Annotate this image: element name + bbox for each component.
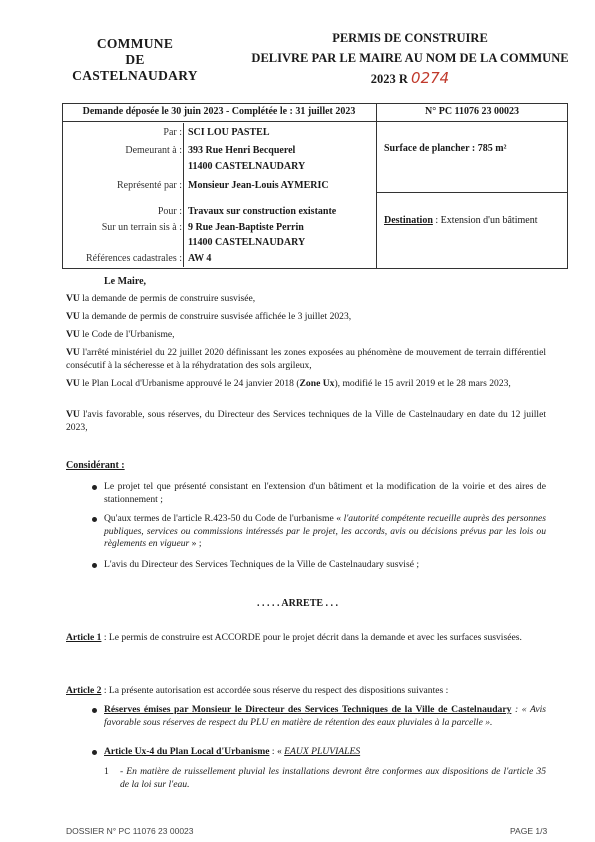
application-dates: Demande déposée le 30 juin 2023 - Complétée le : 31 juillet 2023 (82, 106, 356, 117)
considerant-heading: Considérant : (66, 460, 125, 471)
bullet-icon (92, 485, 97, 490)
commune-name (70, 36, 200, 84)
vu-paragraph-4: VU l'arrêté ministériel du 22 juillet 2020 définissant les zones exposées au phénomène de mouvement de terrain différentiel consécutif à la sécheresse et à la réhydratation des sols argileux, (66, 347, 546, 371)
applicant-address-line1: 393 Rue Henri Becquerel (188, 145, 296, 156)
applicant-name: SCI LOU PASTEL (188, 127, 270, 138)
land-label: Sur un terrain sis à : (101, 222, 182, 233)
vu-paragraph-1: VU la demande de permis de construire susvisée, (66, 293, 256, 304)
arrete-heading: . . . . . ARRETE . . . (256, 598, 339, 609)
destination-label: Destination (384, 215, 433, 226)
bullet-icon (92, 517, 97, 522)
purpose-value: Travaux sur construction existante (188, 206, 337, 217)
article-1: Article 1 : Le permis de construire est ACCORDE pour le projet décrit dans la demande et avec les surfaces susvisées. (66, 632, 522, 643)
cadastral-value: AW 4 (188, 253, 212, 264)
vu-paragraph-6: VU l'avis favorable, sous réserves, du Directeur des Services techniques de la Ville de Castelnaudary en date du 12 juillet 2023, (66, 409, 547, 433)
destination-value: : Extension d'un bâtiment (432, 215, 538, 226)
considerant-item-2: Qu'aux termes de l'article R.423-50 du Code de l'urbanisme « l'autorité compétente recueille auprès des personnes publiques, services ou commissions intéressés par le projet, les accords, avis ou décisions prévus par les lois ou règlements en vigueur » ; (104, 513, 546, 549)
land-address-line2: 11400 CASTELNAUDARY (188, 237, 306, 248)
commune-line2: DE (125, 52, 145, 67)
box-right-divider (376, 192, 568, 193)
footer-page: PAGE 1/3 (510, 826, 548, 836)
bullet-icon (92, 708, 97, 713)
bullet-icon (92, 563, 97, 568)
item-number: 1 (104, 766, 109, 777)
applicant-label: Par : (163, 127, 182, 138)
le-maire: Le Maire, (104, 276, 147, 287)
title-line3 (245, 68, 575, 89)
reserve-item-2: Article Ux-4 du Plan Local d'Urbanisme : « EAUX PLUVIALES (104, 746, 361, 757)
applicant-address-line2: 11400 CASTELNAUDARY (188, 161, 306, 172)
address-label: Demeurant à : (125, 145, 182, 156)
considerant-item-3: L'avis du Directeur des Services Techniques de la Ville de Castelnaudary susvisé ; (104, 559, 420, 570)
vu-paragraph-5: VU le Plan Local d'Urbanisme approuvé le 24 janvier 2018 (Zone Ux), modifié le 15 avril 2019 et le 28 mars 2023, (66, 378, 511, 389)
box-column-divider (376, 103, 377, 269)
footer-dossier: DOSSIER N° PC 11076 23 00023 (66, 826, 194, 836)
destination (384, 214, 537, 228)
handwritten-permit-number: 0274 (411, 69, 450, 87)
representative-label: Représenté par : (117, 180, 182, 191)
permit-year: 2023 R (370, 72, 408, 86)
permit-number: N° PC 11076 23 00023 (425, 106, 519, 117)
label-divider (183, 123, 184, 267)
purpose-label: Pour : (157, 206, 182, 217)
vu-paragraph-3: VU le Code de l'Urbanisme, (66, 329, 175, 340)
cadastral-label: Références cadastrales : (85, 253, 182, 264)
article-2: Article 2 : La présente autorisation est accordée sous réserve du respect des dispositions suivantes : (66, 685, 449, 696)
commune-line1: COMMUNE (96, 36, 174, 51)
considerant-item-1: Le projet tel que présenté consistant en l'extension d'un bâtiment et la modification de la voirie et des aires de stationnement ; (104, 481, 546, 505)
box-divider (62, 121, 568, 122)
representative-name: Monsieur Jean-Louis AYMERIC (188, 180, 329, 191)
floor-area: Surface de plancher : 785 m² (384, 143, 507, 154)
vu-paragraph-2: VU la demande de permis de construire susvisée affichée le 3 juillet 2023, (66, 311, 352, 322)
land-address-line1: 9 Rue Jean-Baptiste Perrin (188, 222, 304, 233)
title-line1: PERMIS DE CONSTRUIRE (332, 31, 488, 45)
bullet-icon (92, 750, 97, 755)
commune-line3: CASTELNAUDARY (72, 68, 198, 83)
document-title (245, 28, 575, 89)
reserve-item-1: Réserves émises par Monsieur le Directeur des Services Techniques de la Ville de Castelnaudary : « Avis favorable sous réserves de respect du PLU en matière de rétention des eaux pluviales à la parcelle ». (104, 704, 546, 728)
reserve-subitem-1: - En matière de ruissellement pluvial les installations devront être conformes aux dispositions de l'article 35 de la loi sur l'eau. (120, 766, 546, 790)
title-line2: DELIVRE PAR LE MAIRE AU NOM DE LA COMMUNE (251, 51, 569, 65)
